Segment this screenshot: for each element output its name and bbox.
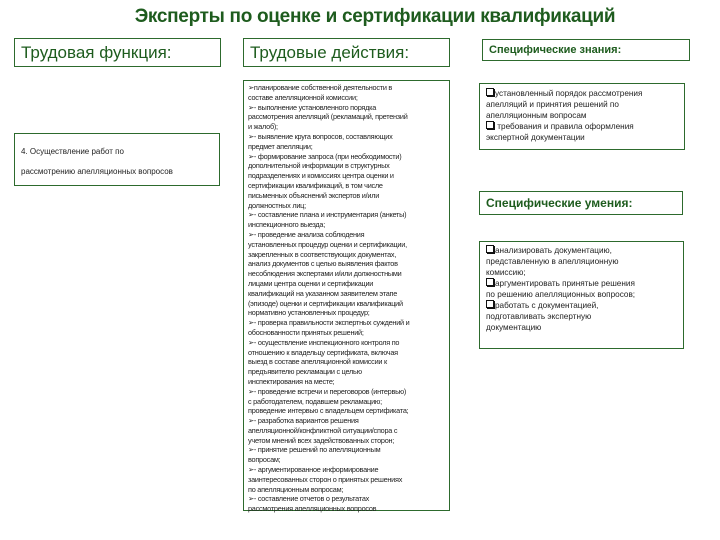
labor-function-box	[14, 133, 220, 186]
header-labor-function	[14, 38, 221, 67]
actions-item	[248, 103, 445, 132]
actions-item	[248, 494, 445, 514]
actions-item-text: ➢- принятие решений по апелляционным вопросам;	[248, 445, 381, 465]
actions-item	[248, 338, 445, 387]
actions-item	[248, 132, 445, 152]
actions-item	[248, 318, 445, 338]
page-title: Эксперты по оценке и сертификации квалификаций	[134, 6, 616, 27]
actions-item-text: ➢- выполнение установленного порядка рассмотрения апелляций (рекламаций, претензий и жалоб);	[248, 102, 408, 132]
header-labor-actions-label: Трудовые действия:	[250, 42, 410, 62]
actions-item-text: ➢- осуществление инспекционного контроля по отношению к владельцу сертификата, включая выезд в составе апелляционной комиссии к предъявителю рекламации с целью инспектирования на месте;	[248, 337, 400, 386]
header-labor-actions	[243, 38, 450, 67]
actions-item	[248, 387, 445, 416]
checkbox-bullet-icon	[486, 245, 494, 253]
actions-item-text: ➢- формирование запроса (при необходимости) дополнительной информации в структурных подразделениях и комиссиях центра оценки и сертификации квалификаций, в том числе письменных объяснений экспертов и/или должностных лиц;	[248, 151, 402, 210]
skills-item-text: аргументировать принятые решения по решению апелляционных вопросов;	[486, 279, 636, 299]
actions-item	[248, 230, 445, 318]
header-specific-skills-label: Специфические умения:	[486, 196, 633, 210]
checkbox-bullet-icon	[486, 278, 494, 286]
skills-item	[486, 278, 677, 300]
actions-item	[248, 445, 445, 465]
function-line-1: 4. Осуществление работ по	[21, 147, 124, 156]
knowledge-item	[486, 121, 678, 143]
actions-item	[248, 83, 445, 103]
header-labor-function-label: Трудовая функция:	[21, 42, 172, 62]
header-specific-skills	[479, 191, 683, 215]
header-specific-knowledge	[482, 39, 690, 61]
labor-actions-box	[243, 80, 450, 514]
actions-item-text: ➢- проведение встречи и переговоров (интервью) с работодателем, подавшем рекламацию; проведение интервью с владельцем сертификата;	[248, 386, 409, 416]
actions-item	[248, 152, 445, 211]
skills-item-text: работать с документацией, подготавливать экспертную документацию	[486, 301, 599, 332]
knowledge-item-text: требования и правила оформления экспертной документации	[486, 122, 634, 142]
skills-item	[486, 245, 677, 278]
specific-skills-box	[479, 241, 684, 349]
actions-item	[248, 416, 445, 445]
specific-knowledge-box	[479, 83, 685, 150]
skills-item-text: анализировать документацию, представленную в апелляционную комиссию;	[486, 246, 619, 277]
actions-item-text: ➢- составление отчетов о результатах рассмотрения апелляционных вопросов	[248, 494, 377, 514]
actions-item-text: ➢- составление плана и инструментария (анкеты) инспекционного выезда;	[248, 210, 407, 230]
actions-item-text: ➢- аргументированное информирование заинтересованных сторон о принятых решениях по апелляционным вопросам;	[248, 465, 403, 494]
function-line-2: рассмотрению апелляционных вопросов	[21, 167, 173, 176]
actions-item-text: ➢- выявление круга вопросов, составляющих предмет апелляции;	[248, 131, 393, 151]
actions-item-text: ➢планирование собственной деятельности в составе апелляционной комиссии;	[248, 83, 393, 102]
checkbox-bullet-icon	[486, 121, 494, 129]
header-specific-knowledge-label: Специфические знания:	[489, 44, 622, 56]
actions-item	[248, 210, 445, 230]
checkbox-bullet-icon	[486, 88, 494, 96]
actions-item-text: ➢- проведение анализа соблюдения установленных процедур оценки и сертификации, закрепленных в соответствующих документах, анализ документов с целью выявления фактов несоблюдения экспертами и/или должностными лицами центра оценки и сертификации квалификаций на указанном заявителем этапе (эпизоде) оценки и сертификации квалификаций нормативно установленных процедур;	[248, 229, 407, 318]
knowledge-item-text: установленный порядок рассмотрения апелляций и принятия решений по апелляционным вопросам	[486, 89, 643, 120]
checkbox-bullet-icon	[486, 300, 494, 308]
knowledge-item	[486, 88, 678, 121]
actions-item-text: ➢- проверка правильности экспертных суждений и обоснованности принятых решений;	[248, 318, 410, 337]
skills-item	[486, 300, 677, 333]
actions-item-text: ➢- разработка вариантов решения апелляционной/конфликтной ситуации/спора с учетом мнений всех задействованных сторон;	[248, 416, 398, 445]
actions-item	[248, 465, 445, 494]
